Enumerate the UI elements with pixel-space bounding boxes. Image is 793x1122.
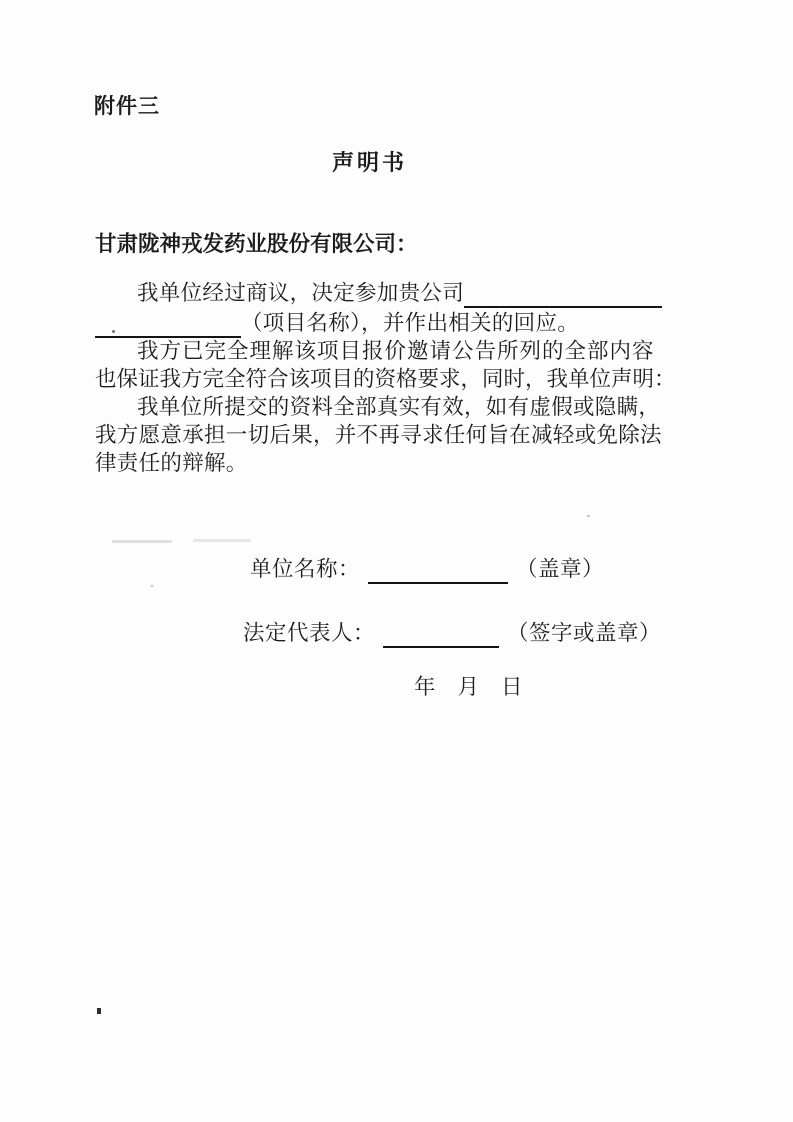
date-year-label: 年 — [414, 675, 436, 699]
project-name-blank-segment-2 — [95, 312, 241, 338]
project-name-caption-text: （项目名称），并作出相关的回应。 — [241, 311, 580, 335]
paragraph-2-line-2: 也保证我方完全符合该项目的资格要求，同时，我单位声明： — [95, 367, 676, 391]
paragraph-1-line-1 — [137, 280, 662, 308]
paragraph-3-line-2: 我方愿意承担一切后果，并不再寻求任何旨在减轻或免除法 — [95, 423, 662, 447]
paragraph-1-text: 我单位经过商议，决定参加贵公司 — [137, 281, 465, 305]
addressee-line: 甘肃陇神戎发药业股份有限公司： — [95, 232, 418, 256]
legal-representative-note: （签字或盖章） — [507, 621, 662, 645]
date-line — [414, 674, 523, 702]
paragraph-2-line-1: 我方已完全理解该项目报价邀请公告所列的全部内容 — [137, 339, 655, 363]
attachment-label: 附件三 — [94, 94, 160, 118]
project-name-blank-segment-1 — [464, 282, 662, 308]
date-month-label: 月 — [457, 675, 480, 699]
legal-representative-signature-line — [243, 620, 661, 648]
scan-smudge-artifact — [193, 539, 251, 542]
scan-smudge-artifact — [112, 540, 172, 543]
paragraph-3-line-1: 我单位所提交的资料全部真实有效，如有虚假或隐瞒， — [137, 395, 661, 419]
page-title: 声明书 — [332, 150, 408, 175]
unit-seal-note: （盖章） — [516, 557, 605, 581]
paragraph-1-line-2 — [95, 310, 579, 338]
scan-dot-artifact — [150, 585, 154, 587]
unit-name-signature-line — [250, 556, 604, 584]
legal-representative-blank — [383, 622, 499, 648]
scan-speck-artifact — [97, 1008, 101, 1014]
unit-name-blank — [368, 558, 508, 584]
scan-speck-artifact — [587, 515, 590, 517]
unit-name-label: 单位名称： — [250, 557, 361, 581]
legal-representative-label: 法定代表人： — [243, 621, 376, 645]
date-day-label: 日 — [501, 675, 523, 699]
paragraph-3-line-3: 律责任的辩解。 — [95, 451, 248, 475]
